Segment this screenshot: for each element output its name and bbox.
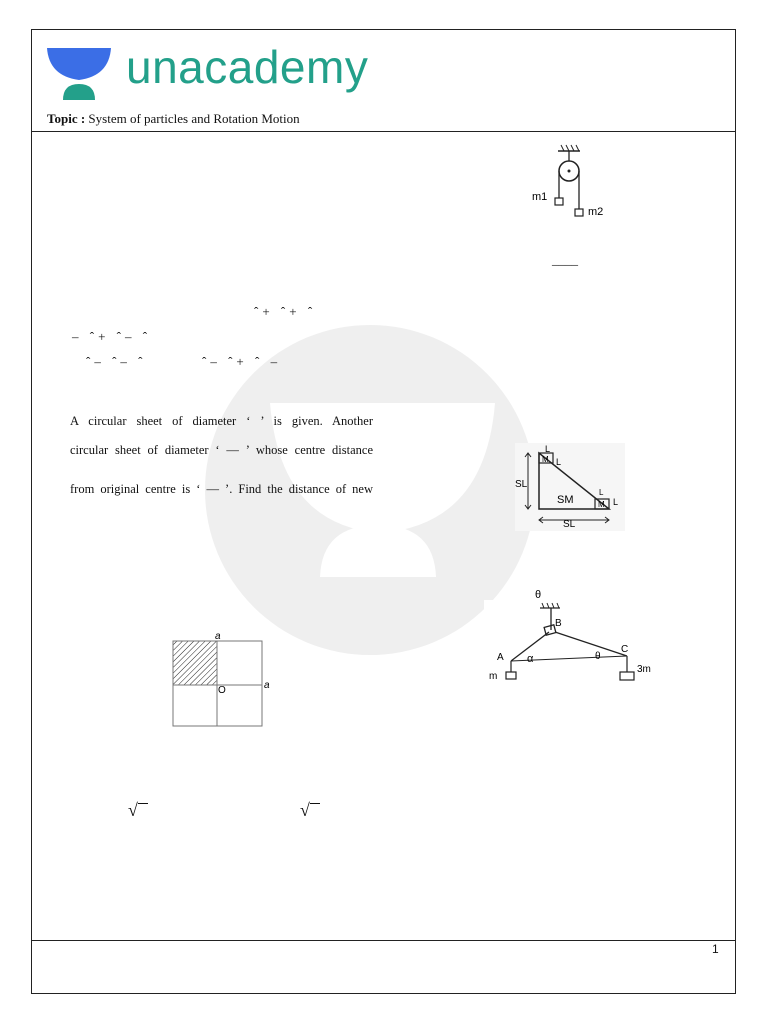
footer-divider [31, 940, 736, 941]
equation-fragment-2: – ˆ+ ˆ– ˆ [72, 329, 152, 344]
label-3m: 3m [637, 664, 651, 675]
label-M-top: M [542, 455, 549, 464]
triangular-block-figure [515, 443, 625, 531]
label-L-top: L [545, 444, 551, 454]
label-m2: m2 [588, 206, 604, 218]
label-m: m [489, 671, 498, 682]
equation-fragment-3: ˆ– ˆ– ˆ [86, 354, 147, 369]
label-L-right: L [613, 497, 619, 507]
label-SL-left: SL [515, 479, 528, 490]
label-L-small: L [599, 488, 604, 497]
sqrt-symbol-1: √ [128, 800, 148, 821]
sqrt-symbol-2: √ [300, 800, 320, 821]
label-B: B [555, 618, 562, 629]
label-O: O [218, 685, 226, 696]
equation-fragment-1: ˆ+ ˆ+ ˆ [254, 304, 317, 319]
label-SL-bottom: SL [563, 519, 576, 530]
question-line-2: circular sheet of diameter ‘ — ’ whose centre distance [70, 443, 373, 457]
question-line-3: from original centre is ‘ — ’. Find the distance of new [70, 482, 373, 496]
brand-name: unacademy [126, 41, 369, 93]
equation-fragment-4: ˆ– ˆ+ ˆ – [202, 354, 282, 369]
label-m1: m1 [532, 191, 548, 203]
label-L-side: L [556, 457, 562, 467]
label-SM: SM [557, 494, 574, 506]
label-M-bottom: M [598, 500, 605, 509]
label-A: A [497, 652, 504, 663]
label-alpha: α [527, 653, 534, 665]
unacademy-logo-icon [45, 46, 115, 102]
topic-label: Topic : [47, 111, 86, 126]
blank-rule: ____ [552, 252, 578, 267]
square-grid-figure [165, 630, 280, 730]
label-C: C [621, 644, 629, 655]
topic-value: System of particles and Rotation Motion [88, 111, 300, 126]
topic-line [47, 111, 300, 127]
question-line-1: A circular sheet of diameter ‘ ’ is given. Another [70, 414, 373, 428]
page-number: 1 [712, 942, 719, 956]
string-triangle-figure [485, 586, 660, 692]
header-divider [31, 131, 736, 132]
label-a-right: a [264, 680, 270, 691]
label-theta: θ [595, 651, 601, 662]
label-a-top: a [215, 631, 221, 642]
label-theta-top: θ [535, 589, 542, 601]
pulley-figure [528, 143, 618, 225]
